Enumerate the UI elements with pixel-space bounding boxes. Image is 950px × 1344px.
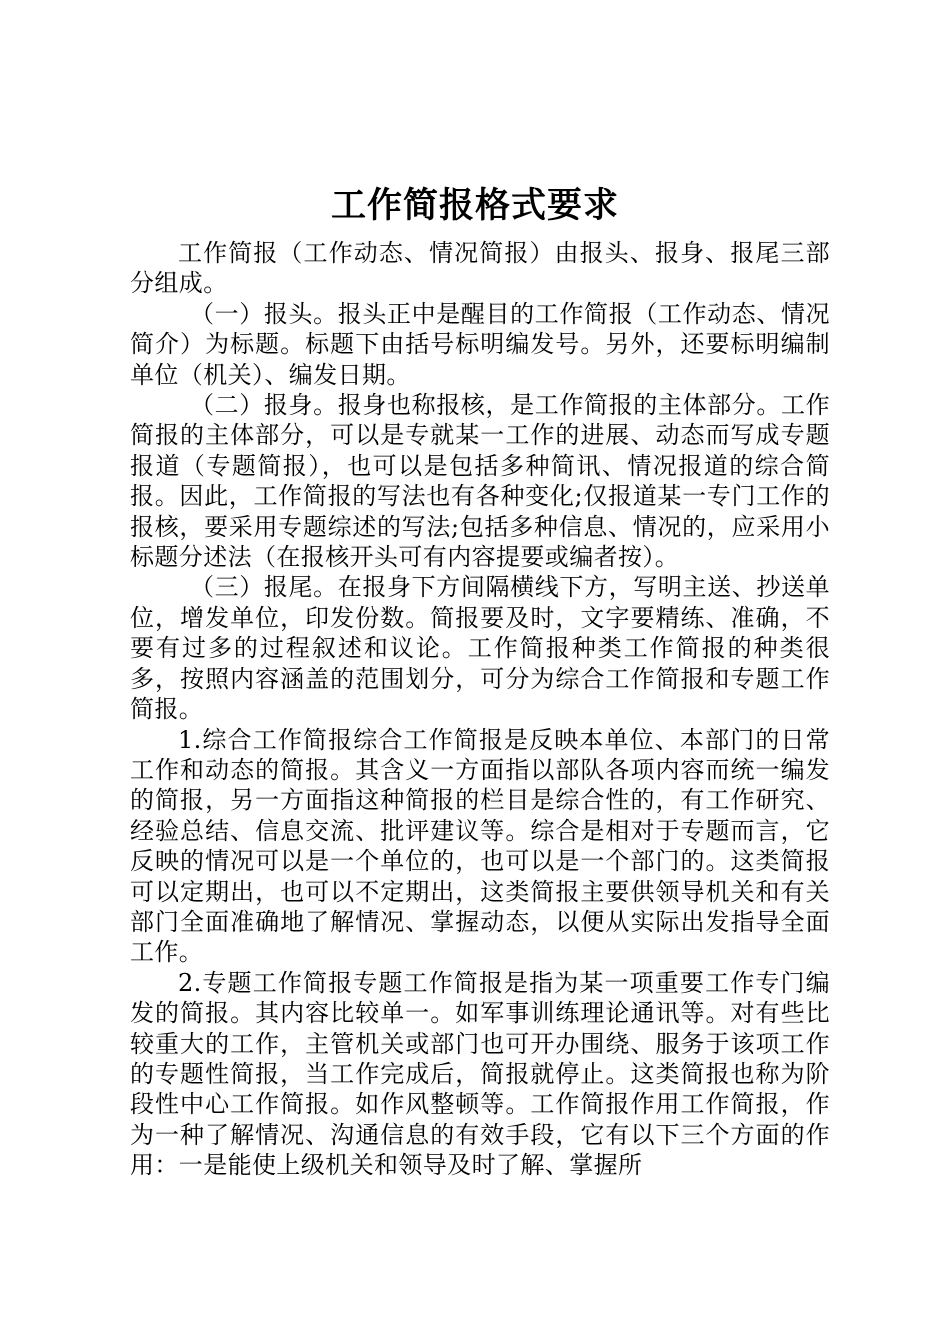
document-body xyxy=(130,238,830,1181)
paragraph-header-section: （一）报头。报头正中是醒目的工作简报（工作动态、情况简介）为标题。标题下由括号标明编发号。另外，还要标明编制单位（机关）、编发日期。 xyxy=(130,299,830,389)
paragraph-special-briefing: 2.专题工作简报专题工作简报是指为某一项重要工作专门编发的简报。其内容比较单一。如军事训练理论通讯等。对有些比较重大的工作，主管机关或部门也可开办围绕、服务于该项工作的专题性简报，当工作完成后，简报就停止。这类简报也称为阶段性中心工作简报。如作风整顿等。工作简报作用工作简报，作为一种了解情况、沟通信息的有效手段，它有以下三个方面的作用：一是能使上级机关和领导及时了解、掌握所 xyxy=(130,968,830,1180)
paragraph-footer-section: （三）报尾。在报身下方间隔横线下方，写明主送、抄送单位，增发单位，印发份数。简报要及时，文字要精练、准确，不要有过多的过程叙述和议论。工作简报种类工作简报的种类很多，按照内容涵盖的范围划分，可分为综合工作简报和专题工作简报。 xyxy=(130,573,830,724)
paragraph-intro: 工作简报（工作动态、情况简报）由报头、报身、报尾三部分组成。 xyxy=(130,239,830,298)
paragraph-body-section: （二）报身。报身也称报核，是工作简报的主体部分。工作简报的主体部分，可以是专就某一工作的进展、动态而写成专题报道（专题简报），也可以是包括多种简讯、情况报道的综合简报。因此，工作简报的写法也有各种变化;仅报道某一专门工作的报核，要采用专题综述的写法;包括多种信息、情况的，应采用小标题分述法（在报核开头可有内容提要或编者按）。 xyxy=(130,391,830,572)
paragraph-comprehensive-briefing: 1.综合工作简报综合工作简报是反映本单位、本部门的日常工作和动态的简报。其含义一方面指以部队各项内容而统一编发的简报，另一方面指这种简报的栏目是综合性的，有工作研究、经验总结、信息交流、批评建议等。综合是相对于专题而言，它反映的情况可以是一个单位的，也可以是一个部门的。这类简报可以定期出，也可以不定期出，这类简报主要供领导机关和有关部门全面准确地了解情况、掌握动态，以便从实际出发指导全面工作。 xyxy=(130,725,830,967)
document-title: 工作简报格式要求 xyxy=(330,186,619,226)
